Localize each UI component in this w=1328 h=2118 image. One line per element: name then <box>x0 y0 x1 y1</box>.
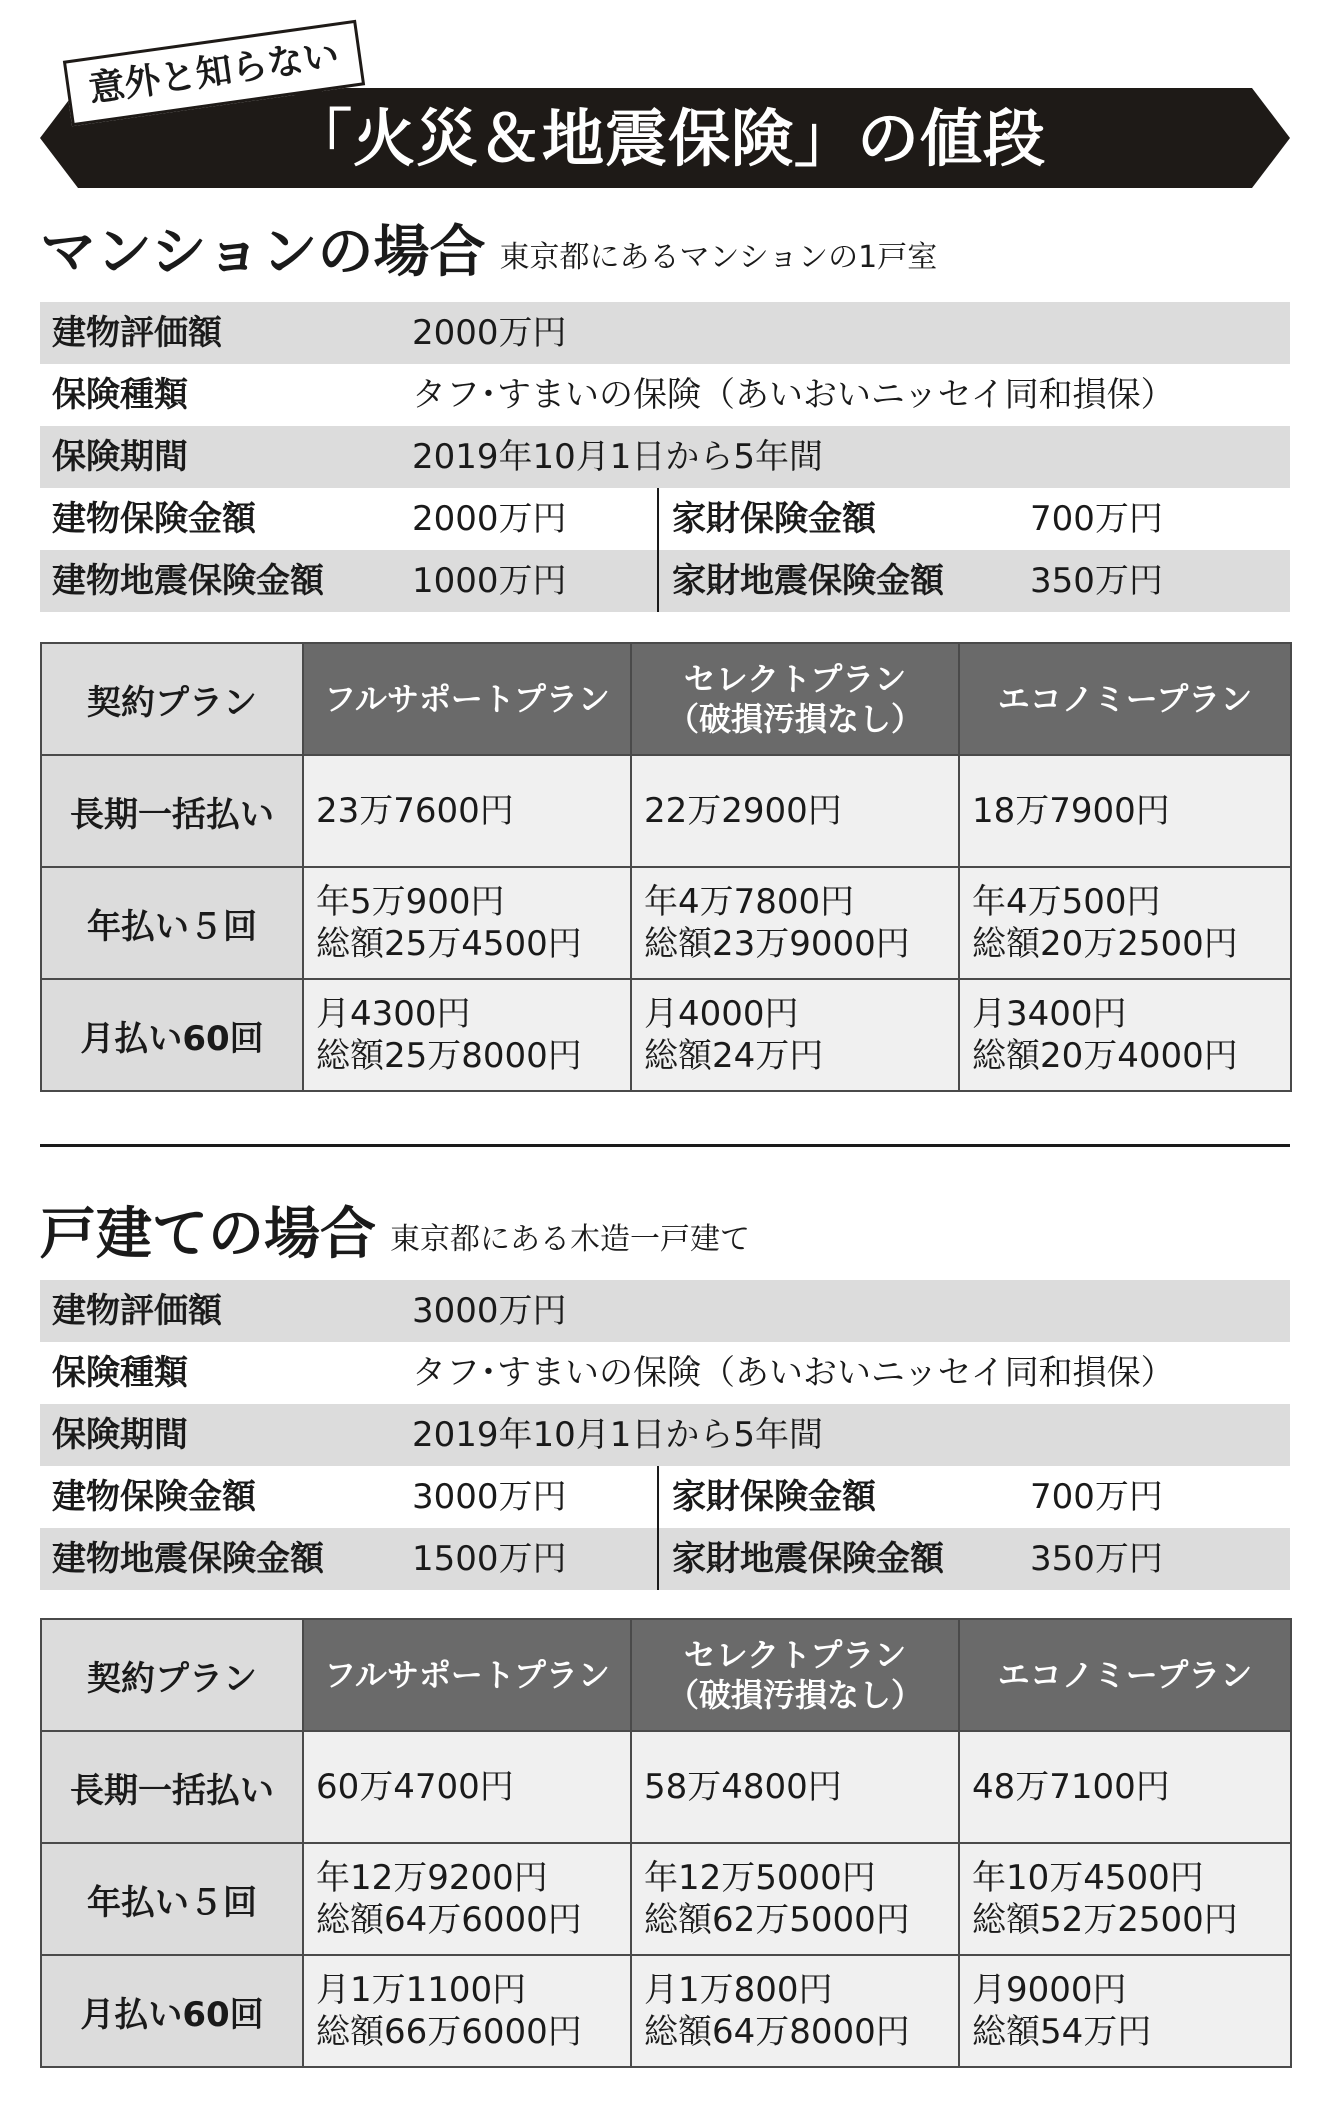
price-total: 総額24万円 <box>644 1036 824 1076</box>
info-label: 建物評価額 <box>52 1291 222 1331</box>
plan-header-select <box>631 643 959 755</box>
price-amount: 月1万800円 <box>644 1970 833 2010</box>
price-cell <box>959 1731 1291 1843</box>
price-total: 総額54万円 <box>972 2012 1152 2052</box>
info-row-valuation <box>40 302 1290 364</box>
price-table-mansion <box>40 642 1292 1092</box>
price-amount: 月4000円 <box>644 994 799 1034</box>
price-amount: 年4万7800円 <box>644 882 855 922</box>
row-label-lump-sum: 長期一括払い <box>41 755 303 867</box>
table-corner-label: 契約プラン <box>41 1619 303 1731</box>
price-cell <box>631 867 959 979</box>
price-amount: 23万7600円 <box>316 791 514 831</box>
callout-text: 意外と知らない <box>86 34 342 111</box>
price-total: 総額52万2500円 <box>972 1900 1238 1940</box>
info-value: 2019年10月1日から5年間 <box>412 1415 824 1455</box>
table-row <box>41 1731 1291 1843</box>
plan-header-economy <box>959 643 1291 755</box>
price-cell <box>631 1731 959 1843</box>
info-block-mansion <box>40 302 1290 612</box>
price-cell <box>959 755 1291 867</box>
section-divider <box>40 1144 1290 1147</box>
price-total: 総額66万6000円 <box>316 2012 582 2052</box>
info-row-period <box>40 426 1290 488</box>
plan-header-full-support <box>303 1619 631 1731</box>
info-label: 家財地震保険金額 <box>672 1539 944 1579</box>
info-value: 350万円 <box>1030 1539 1163 1579</box>
info-value: 700万円 <box>1030 1477 1163 1517</box>
info-block-house <box>40 1280 1290 1590</box>
price-total: 総額20万4000円 <box>972 1036 1238 1076</box>
info-label: 家財保険金額 <box>672 1477 876 1517</box>
info-label: 建物評価額 <box>52 313 222 353</box>
info-label: 家財保険金額 <box>672 499 876 539</box>
page-title: 「火災＆地震保険」の値段 <box>290 102 1047 175</box>
table-row <box>41 755 1291 867</box>
info-value: タフ･すまいの保険（あいおいニッセイ同和損保） <box>412 375 1175 415</box>
info-value: 3000万円 <box>412 1291 567 1331</box>
price-cell <box>303 979 631 1091</box>
price-amount: 月1万1100円 <box>316 1970 527 2010</box>
plan-name: セレクトプラン <box>683 660 907 698</box>
info-value: タフ･すまいの保険（あいおいニッセイ同和損保） <box>412 1353 1175 1393</box>
info-row-quake-amounts <box>40 550 1290 612</box>
price-cell <box>959 979 1291 1091</box>
row-label-annual: 年払い５回 <box>41 1843 303 1955</box>
plan-note: （破損汚損なし） <box>666 700 923 738</box>
info-label: 保険期間 <box>52 437 188 477</box>
price-cell <box>303 1843 631 1955</box>
info-value: 1500万円 <box>412 1539 567 1579</box>
price-total: 総額20万2500円 <box>972 924 1238 964</box>
info-label: 保険種類 <box>52 1353 188 1393</box>
plan-header-select <box>631 1619 959 1731</box>
info-row-amounts <box>40 1466 1290 1528</box>
info-row-quake-amounts <box>40 1528 1290 1590</box>
price-cell <box>631 1843 959 1955</box>
section-subtitle: 東京都にある木造一戸建て <box>390 1222 750 1257</box>
price-total: 総額64万6000円 <box>316 1900 582 1940</box>
row-label-monthly: 月払い60回 <box>41 979 303 1091</box>
row-label-annual: 年払い５回 <box>41 867 303 979</box>
info-row-amounts <box>40 488 1290 550</box>
price-cell <box>959 867 1291 979</box>
info-value: 350万円 <box>1030 561 1163 601</box>
section-heading-mansion <box>40 216 937 286</box>
plan-header-full-support <box>303 643 631 755</box>
info-value: 1000万円 <box>412 561 567 601</box>
price-amount: 60万4700円 <box>316 1767 514 1807</box>
price-cell <box>631 755 959 867</box>
price-cell <box>959 1843 1291 1955</box>
price-total: 総額23万9000円 <box>644 924 910 964</box>
price-total: 総額25万8000円 <box>316 1036 582 1076</box>
info-label: 保険種類 <box>52 375 188 415</box>
price-amount: 年4万500円 <box>972 882 1161 922</box>
info-row-valuation <box>40 1280 1290 1342</box>
price-cell <box>303 1955 631 2067</box>
section-heading-house <box>40 1198 750 1268</box>
table-row <box>41 979 1291 1091</box>
price-amount: 48万7100円 <box>972 1767 1170 1807</box>
info-value: 700万円 <box>1030 499 1163 539</box>
price-total: 総額25万4500円 <box>316 924 582 964</box>
plan-name: セレクトプラン <box>683 1636 907 1674</box>
section-title: 戸建ての場合 <box>40 1202 376 1267</box>
info-row-type <box>40 1342 1290 1404</box>
table-header-row <box>41 1619 1291 1731</box>
plan-name: フルサポートプラン <box>324 1656 610 1694</box>
price-total: 総額64万8000円 <box>644 2012 910 2052</box>
plan-header-economy <box>959 1619 1291 1731</box>
price-amount: 年10万4500円 <box>972 1858 1204 1898</box>
table-header-row <box>41 643 1291 755</box>
column-divider <box>657 488 659 612</box>
price-cell <box>959 1955 1291 2067</box>
price-cell <box>303 755 631 867</box>
info-label: 保険期間 <box>52 1415 188 1455</box>
info-value: 2019年10月1日から5年間 <box>412 437 824 477</box>
table-row <box>41 867 1291 979</box>
plan-name: エコノミープラン <box>997 1656 1253 1694</box>
price-cell <box>631 1955 959 2067</box>
row-label-monthly: 月払い60回 <box>41 1955 303 2067</box>
info-label: 建物保険金額 <box>52 499 256 539</box>
table-corner-label: 契約プラン <box>41 643 303 755</box>
section-subtitle: 東京都にあるマンションの1戸室 <box>499 240 938 275</box>
info-label: 建物保険金額 <box>52 1477 256 1517</box>
price-total: 総額62万5000円 <box>644 1900 910 1940</box>
info-label: 家財地震保険金額 <box>672 561 944 601</box>
price-amount: 22万2900円 <box>644 791 842 831</box>
info-label: 建物地震保険金額 <box>52 1539 324 1579</box>
column-divider <box>657 1466 659 1590</box>
price-amount: 月9000円 <box>972 1970 1127 2010</box>
plan-name: フルサポートプラン <box>324 680 610 718</box>
plan-name: エコノミープラン <box>997 680 1253 718</box>
plan-note: （破損汚損なし） <box>666 1676 923 1714</box>
info-value: 3000万円 <box>412 1477 567 1517</box>
row-label-lump-sum: 長期一括払い <box>41 1731 303 1843</box>
price-amount: 年5万900円 <box>316 882 505 922</box>
info-row-type <box>40 364 1290 426</box>
price-amount: 年12万5000円 <box>644 1858 876 1898</box>
price-amount: 年12万9200円 <box>316 1858 548 1898</box>
price-amount: 58万4800円 <box>644 1767 842 1807</box>
table-row <box>41 1843 1291 1955</box>
price-amount: 月3400円 <box>972 994 1127 1034</box>
info-row-period <box>40 1404 1290 1466</box>
table-row <box>41 1955 1291 2067</box>
info-value: 2000万円 <box>412 499 567 539</box>
price-table-house <box>40 1618 1292 2068</box>
price-amount: 月4300円 <box>316 994 471 1034</box>
price-amount: 18万7900円 <box>972 791 1170 831</box>
info-label: 建物地震保険金額 <box>52 561 324 601</box>
price-cell <box>303 1731 631 1843</box>
price-cell <box>631 979 959 1091</box>
price-cell <box>303 867 631 979</box>
info-value: 2000万円 <box>412 313 567 353</box>
section-title: マンションの場合 <box>40 220 486 285</box>
